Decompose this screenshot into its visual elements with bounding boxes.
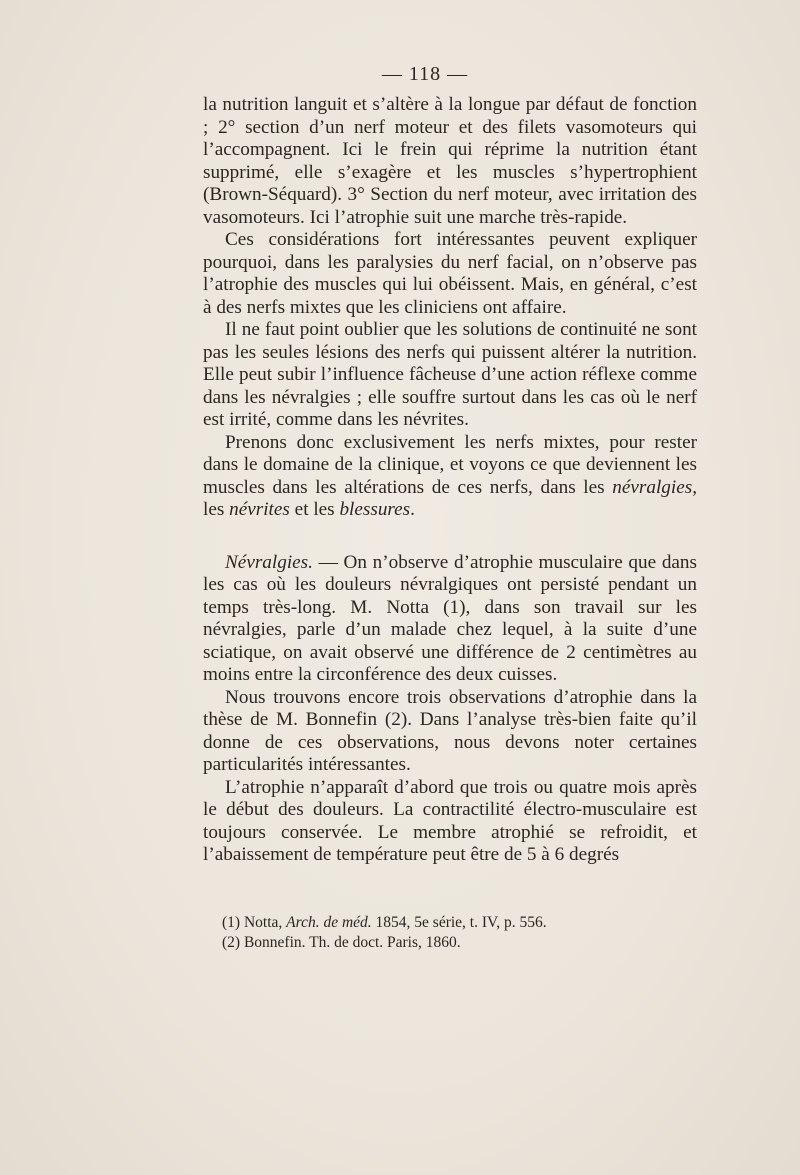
emphasis-blessures: blessures — [339, 499, 411, 520]
footnote-italic: Arch. de méd. — [286, 914, 372, 931]
paragraph: Nous trouvons encore trois observations d’atrophie dans la thèse de M. Bonnefin (2). Dans l’analyse très-bien faite qu’il donne de ces observations, nous devons noter certaines particularités intéressantes. — [203, 686, 697, 775]
paragraph — [203, 432, 697, 522]
emphasis-nevrites: névrites — [229, 499, 290, 520]
paragraph: Il ne faut point oublier que les solutions de continuité ne sont pas les seules lésions des nerfs qui puissent altérer la nutrition. Elle peut subir l’influence fâcheuse d’une action réflexe comme dans les névralgies ; elle souffre surtout dans les cas où le nerf est irrité, comme dans les névrites. — [203, 319, 697, 430]
page-number: — 118 — — [381, 63, 469, 85]
footnotes — [222, 913, 692, 953]
emphasis-nevralgies: névralgies — [612, 476, 693, 498]
footnote-text: 1854, 5e série, t. IV, p. 556. — [371, 914, 547, 931]
footnote-2: (2) Bonnefin. Th. de doct. Paris, 1860. — [222, 934, 461, 951]
paragraph: Ces considérations fort intéressantes peuvent expliquer pourquoi, dans les paralysies du nerf facial, on n’observe pas l’atrophie des muscles qui lui obéissent. Mais, en général, c’est à des nerfs mixtes que les cliniciens ont affaire. — [203, 229, 697, 318]
paragraph-text: Prenons donc exclusivement les nerfs mixtes, pour rester dans le domaine de la clinique, et voyons ce que deviennent les muscles dans les altérations de ces nerfs, dans les — [203, 431, 697, 498]
footnote-1 — [222, 913, 692, 933]
body-text — [203, 94, 697, 867]
paragraph: L’atrophie n’apparaît d’abord que trois ou quatre mois après le début des douleurs. La contractilité électro-musculaire est toujours conservée. Le membre atrophié se refroidit, et l’abaissement de température peut être de 5 à 6 degrés — [203, 776, 697, 865]
paragraph-text: — On n’observe d’atrophie musculaire que dans les cas où les douleurs névralgiques ont persisté pendant un temps très-long. M. Notta (1), dans son travail sur les névralgies, parle d’un malade chez lequel, à la suite d’une sciatique, on avait observé une différence de 2 centimètres au moins entre la circonférence des deux cuisses. — [203, 551, 697, 685]
paragraph: la nutrition languit et s’altère à la longue par défaut de fonction ; 2° section d’un nerf moteur et des filets vasomoteurs qui l’accompagnent. Ici le frein qui réprime la nutrition étant supprimé, elle s’exagère et les muscles s’hypertrophient (Brown-Séquard). 3° Section du nerf moteur, avec irritation des vasomoteurs. Ici l’atrophie suit une marche très-rapide. — [203, 94, 697, 228]
footnote-text: (1) Notta, — [222, 914, 287, 931]
paragraph-text: . — [410, 499, 415, 520]
section-title: Névralgies. — [225, 551, 313, 573]
paragraph — [203, 552, 697, 687]
paragraph-text: et les — [289, 499, 340, 520]
paragraph-text: , les — [203, 476, 697, 520]
